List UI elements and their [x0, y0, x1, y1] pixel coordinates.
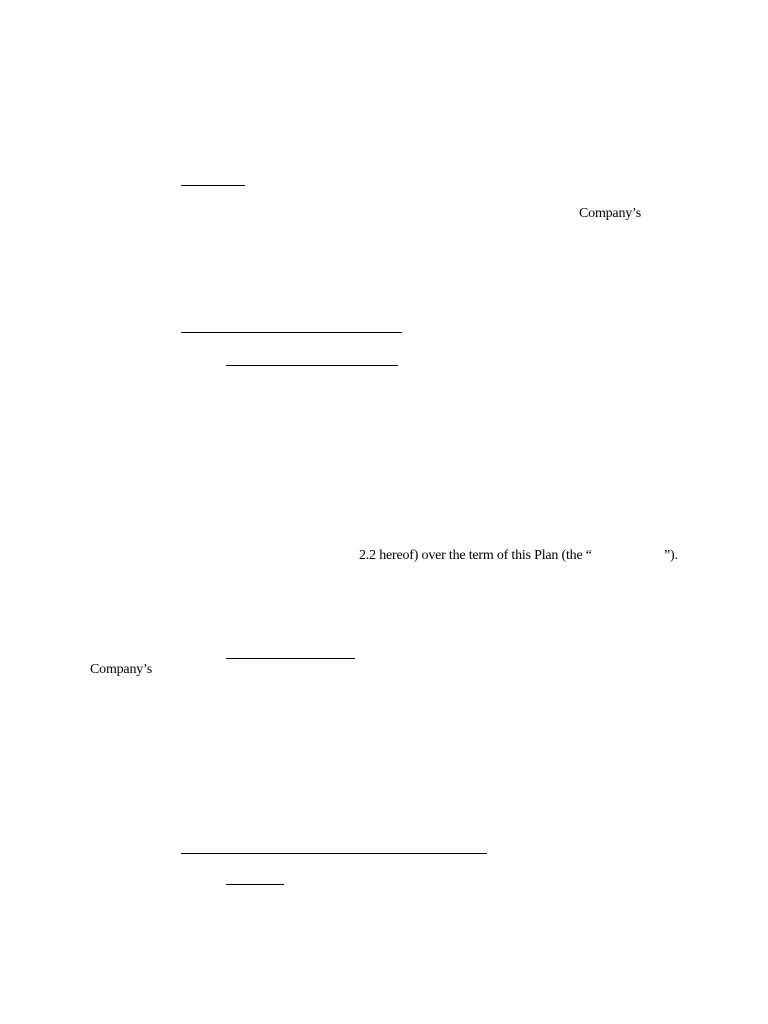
underline-subheading-2-2: [226, 658, 355, 659]
text-fragment-companys-1: Company’s: [579, 206, 641, 221]
underline-subheading-2-1: [226, 365, 398, 366]
underline-heading-2: [181, 332, 402, 333]
text-fragment-plan-term-close: ”).: [664, 548, 678, 563]
underline-subheading-3-1: [226, 884, 284, 885]
text-fragment-companys-2: Company’s: [90, 662, 152, 677]
underline-heading-3: [181, 853, 487, 854]
text-fragment-plan-term: 2.2 hereof) over the term of this Plan (the “: [359, 548, 592, 563]
underline-heading-1: [181, 185, 245, 186]
